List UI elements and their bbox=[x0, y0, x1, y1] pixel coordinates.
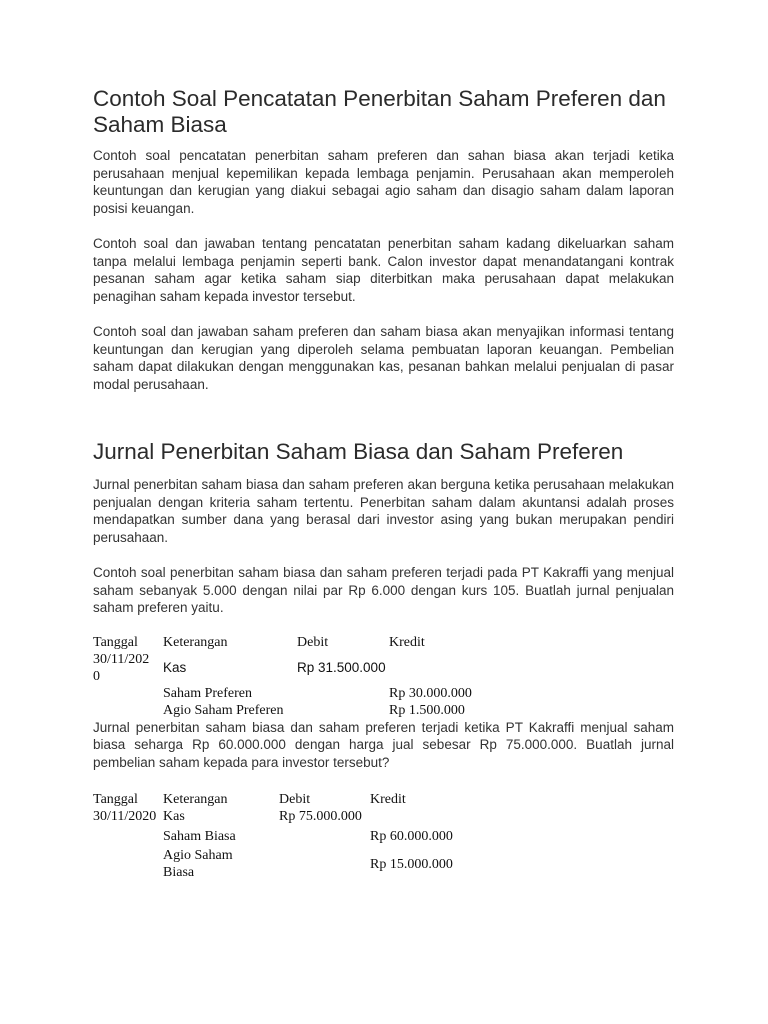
header-kredit: Kredit bbox=[370, 792, 406, 807]
debit-cell: Rp 31.500.000 bbox=[297, 660, 386, 675]
paragraph: Contoh soal dan jawaban tentang pencatatan penerbitan saham kadang dikeluarkan saham tanpa melalui lembaga penjamin seperti bank. Calon investor dapat menandatangani kontrak pesanan saham agar ketika saham siap diterbitkan maka perusahaan dapat melakukan penagihan saham kepada investor tersebut. bbox=[93, 236, 674, 304]
debit-cell bbox=[297, 685, 389, 702]
debit-cell bbox=[279, 825, 370, 847]
section-title-pencatatan: Contoh Soal Pencatatan Penerbitan Saham Preferen dan Saham Biasa bbox=[93, 86, 666, 137]
header-kredit: Kredit bbox=[389, 634, 425, 650]
table-row bbox=[93, 685, 509, 702]
paragraph: Contoh soal penerbitan saham biasa dan saham preferen terjadi pada PT Kakraffi yang menjual saham sebanyak 5.000 dengan nilai par Rp 6.000 dengan kurs 105. Buatlah jurnal penjualan saham preferen yaitu. bbox=[93, 565, 674, 615]
credit-cell bbox=[389, 651, 509, 685]
header-keterangan: Keterangan bbox=[163, 792, 228, 807]
account-line: Biasa bbox=[163, 865, 195, 880]
table-header-row bbox=[93, 634, 509, 651]
paragraph: Jurnal penerbitan saham biasa dan saham preferen terjadi ketika PT Kakraffi menjual saham biasa seharga Rp 60.000.000 dengan harga jual sebesar Rp 75.000.000. Buatlah jurnal pembelian saham kepada para investor tersebut? bbox=[93, 719, 674, 770]
account-cell: Kas bbox=[163, 660, 187, 675]
account-cell: Kas bbox=[163, 809, 185, 824]
account-line: Agio Saham bbox=[163, 848, 233, 863]
credit-cell: Rp 60.000.000 bbox=[370, 828, 453, 844]
date-cell bbox=[93, 651, 163, 685]
paragraph: Contoh soal pencatatan penerbitan saham preferen dan sahan biasa akan terjadi ketika perusahaan menjual kepemilikan kepada lembaga penjamin. Perusahaan akan memperoleh keuntungan dan kerugian yang diakui sebagai agio saham dan disagio saham dalam laporan posisi keuangan. bbox=[93, 148, 674, 216]
debit-cell bbox=[279, 847, 370, 881]
table-row bbox=[93, 847, 490, 881]
date-line: 0 bbox=[93, 668, 100, 684]
debit-cell: Rp 75.000.000 bbox=[279, 809, 362, 824]
document-page bbox=[93, 86, 674, 881]
credit-cell: Rp 30.000.000 bbox=[389, 685, 472, 701]
journal-table-saham-biasa bbox=[93, 791, 490, 881]
date-line: 30/11/202 bbox=[93, 651, 150, 667]
account-cell: Saham Preferen bbox=[163, 685, 253, 701]
account-cell: Agio Saham Preferen bbox=[163, 702, 284, 718]
account-cell bbox=[163, 847, 279, 881]
section-title-jurnal: Jurnal Penerbitan Saham Biasa dan Saham Preferen bbox=[93, 439, 624, 464]
debit-cell bbox=[297, 702, 389, 719]
table-row bbox=[93, 702, 509, 719]
table-row bbox=[93, 825, 490, 847]
credit-cell: Rp 1.500.000 bbox=[389, 702, 465, 718]
journal-table-saham-preferen bbox=[93, 634, 509, 719]
credit-cell: Rp 15.000.000 bbox=[370, 856, 453, 872]
header-debit: Debit bbox=[297, 634, 329, 650]
table-header-row bbox=[93, 791, 490, 808]
header-tanggal: Tanggal bbox=[93, 792, 138, 807]
account-cell: Saham Biasa bbox=[163, 828, 236, 844]
date-cell: 30/11/2020 bbox=[93, 809, 157, 824]
table-row bbox=[93, 808, 490, 825]
table-row bbox=[93, 651, 509, 685]
paragraph: Contoh soal dan jawaban saham preferen dan saham biasa akan menyajikan informasi tentang keuntungan dan kerugian yang diperoleh selama pembuatan laporan keuangan. Pembelian saham dapat dilakukan dengan menggunakan kas, pesanan bahkan melalui penjualan di pasar modal perusahaan. bbox=[93, 324, 674, 392]
header-keterangan: Keterangan bbox=[163, 634, 228, 650]
credit-cell bbox=[370, 808, 490, 825]
paragraph: Jurnal penerbitan saham biasa dan saham preferen akan berguna ketika perusahaan melakukan penjualan dengan kriteria saham tertentu. Penerbitan saham dalam akuntansi adalah proses mendapatkan sumber dana yang berasal dari investor asing yang bukan merupakan pendiri perusahaan. bbox=[93, 477, 674, 545]
header-tanggal: Tanggal bbox=[93, 634, 138, 650]
header-debit: Debit bbox=[279, 792, 311, 807]
